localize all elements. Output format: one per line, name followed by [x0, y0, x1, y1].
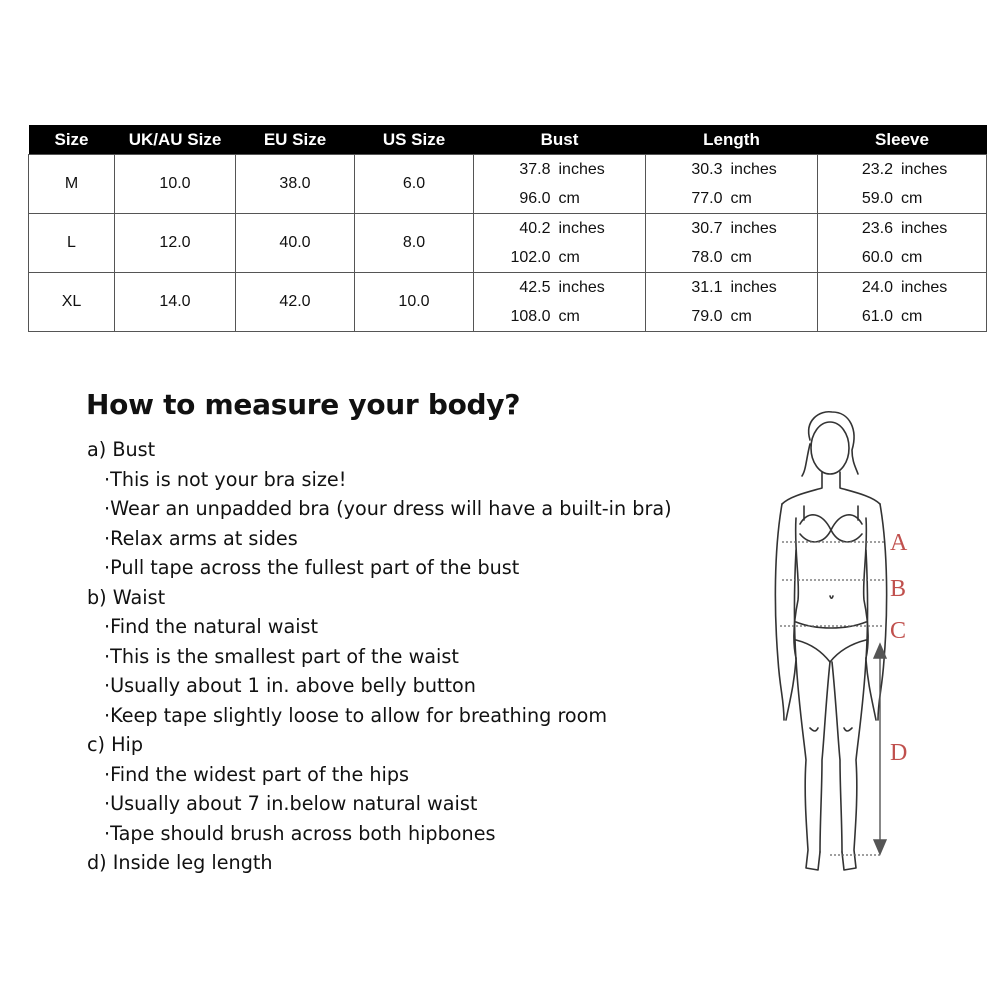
guide-instruction: ·Keep tape slightly loose to allow for breathing room	[104, 703, 608, 727]
table-row	[29, 155, 987, 214]
marker-a: A	[890, 530, 908, 556]
eu-cell: 40.0	[236, 214, 355, 273]
guide-section-heading: a) Bust	[87, 438, 156, 461]
table-row	[29, 214, 987, 273]
uk-au-cell: 10.0	[115, 155, 236, 214]
bust-inches-value: 42.5	[519, 279, 551, 296]
marker-c: C	[890, 618, 907, 644]
sleeve-inches-line	[818, 273, 986, 302]
guide-instruction: ·Find the natural waist	[104, 615, 319, 638]
length-inches-value: 30.3	[691, 161, 723, 178]
sleeve-cm-value: 60.0	[861, 249, 893, 266]
guide-instruction: ·Usually about 7 in.below natural waist	[104, 792, 478, 815]
sleeve-inches-value: 23.6	[861, 220, 893, 237]
size-cell: M	[29, 155, 115, 214]
bust-inches-value: 40.2	[519, 220, 551, 237]
guide-list	[86, 435, 766, 878]
guide-instruction: ·This is not your bra size!	[104, 467, 347, 491]
guide-instruction: ·Pull tape across the fullest part of the bust	[104, 556, 520, 579]
bust-inches-line	[474, 155, 645, 184]
bust-cm-value: 96.0	[519, 190, 551, 207]
header-length: Length	[646, 125, 818, 155]
bust-cm-line	[474, 243, 645, 272]
uk-au-cell: 12.0	[115, 214, 236, 273]
length-cm-value: 78.0	[691, 249, 723, 266]
sleeve-cm-value: 59.0	[861, 190, 893, 207]
unit-inches: inches	[901, 220, 948, 237]
length-cm-line	[646, 243, 817, 272]
table-header-row	[29, 125, 987, 155]
eu-cell: 38.0	[236, 155, 355, 214]
sleeve-cell	[818, 214, 987, 273]
bust-inches-value: 37.8	[519, 161, 551, 178]
header-size: Size	[29, 125, 115, 155]
marker-b: B	[890, 576, 907, 602]
size-cell: XL	[29, 273, 115, 332]
us-cell: 10.0	[355, 273, 474, 332]
guide-title: How to measure your body?	[86, 388, 521, 421]
length-inches-line	[646, 155, 817, 184]
unit-inches: inches	[901, 161, 948, 178]
unit-cm: cm	[901, 249, 923, 266]
us-cell: 6.0	[355, 155, 474, 214]
sleeve-inches-value: 24.0	[861, 279, 893, 296]
size-cell: L	[29, 214, 115, 273]
unit-cm: cm	[558, 249, 580, 266]
header-eu-size: EU Size	[236, 125, 355, 155]
bust-cm-value: 102.0	[510, 249, 551, 266]
length-cm-line	[646, 184, 817, 213]
unit-cm: cm	[730, 308, 752, 325]
header-us-size: US Size	[355, 125, 474, 155]
sleeve-cell	[818, 273, 987, 332]
length-cm-line	[646, 302, 817, 331]
table-row	[29, 273, 987, 332]
unit-inches: inches	[901, 279, 948, 296]
unit-inches: inches	[730, 279, 777, 296]
bust-cell	[474, 155, 646, 214]
unit-cm: cm	[730, 190, 752, 207]
sleeve-cm-value: 61.0	[861, 308, 893, 325]
bust-inches-line	[474, 273, 645, 302]
bust-cm-line	[474, 302, 645, 331]
measure-guide	[86, 388, 766, 878]
measure-markers	[760, 400, 950, 900]
unit-inches: inches	[558, 279, 605, 296]
sleeve-inches-line	[818, 155, 986, 184]
bust-cell	[474, 214, 646, 273]
marker-d: D	[890, 740, 908, 766]
length-inches-line	[646, 273, 817, 302]
sleeve-cm-line	[818, 243, 986, 272]
eu-cell: 42.0	[236, 273, 355, 332]
sleeve-cell	[818, 155, 987, 214]
unit-inches: inches	[558, 161, 605, 178]
unit-cm: cm	[901, 190, 923, 207]
us-cell: 8.0	[355, 214, 474, 273]
sleeve-cm-line	[818, 302, 986, 331]
guide-instruction: ·This is the smallest part of the waist	[104, 644, 459, 668]
sleeve-inches-value: 23.2	[861, 161, 893, 178]
unit-cm: cm	[558, 190, 580, 207]
unit-cm: cm	[901, 308, 923, 325]
unit-inches: inches	[558, 220, 605, 237]
header-bust: Bust	[474, 125, 646, 155]
bust-inches-line	[474, 214, 645, 243]
unit-inches: inches	[730, 220, 777, 237]
sleeve-cm-line	[818, 184, 986, 213]
guide-instruction: ·Relax arms at sides	[104, 526, 298, 550]
length-cm-value: 79.0	[691, 308, 723, 325]
header-sleeve: Sleeve	[818, 125, 987, 155]
length-cell	[646, 214, 818, 273]
length-inches-value: 31.1	[691, 279, 723, 296]
unit-cm: cm	[558, 308, 580, 325]
guide-section-heading: b) Waist	[87, 585, 166, 609]
length-inches-value: 30.7	[691, 220, 723, 237]
body-measurement-figure	[760, 400, 950, 900]
bust-cm-value: 108.0	[510, 308, 551, 325]
header-uk-au-size: UK/AU Size	[115, 125, 236, 155]
guide-instruction: ·Wear an unpadded bra (your dress will have a built-in bra)	[104, 497, 672, 520]
guide-instruction: ·Usually about 1 in. above belly button	[104, 674, 476, 697]
guide-section-heading: c) Hip	[87, 733, 144, 756]
length-cm-value: 77.0	[691, 190, 723, 207]
length-inches-line	[646, 214, 817, 243]
unit-inches: inches	[730, 161, 777, 178]
uk-au-cell: 14.0	[115, 273, 236, 332]
guide-section-heading: d) Inside leg length	[87, 851, 273, 874]
length-cell	[646, 273, 818, 332]
bust-cm-line	[474, 184, 645, 213]
guide-instruction: ·Find the widest part of the hips	[104, 762, 410, 786]
unit-cm: cm	[730, 249, 752, 266]
bust-cell	[474, 273, 646, 332]
sleeve-inches-line	[818, 214, 986, 243]
length-cell	[646, 155, 818, 214]
guide-instruction: ·Tape should brush across both hipbones	[104, 821, 496, 845]
size-chart-table	[28, 125, 987, 332]
